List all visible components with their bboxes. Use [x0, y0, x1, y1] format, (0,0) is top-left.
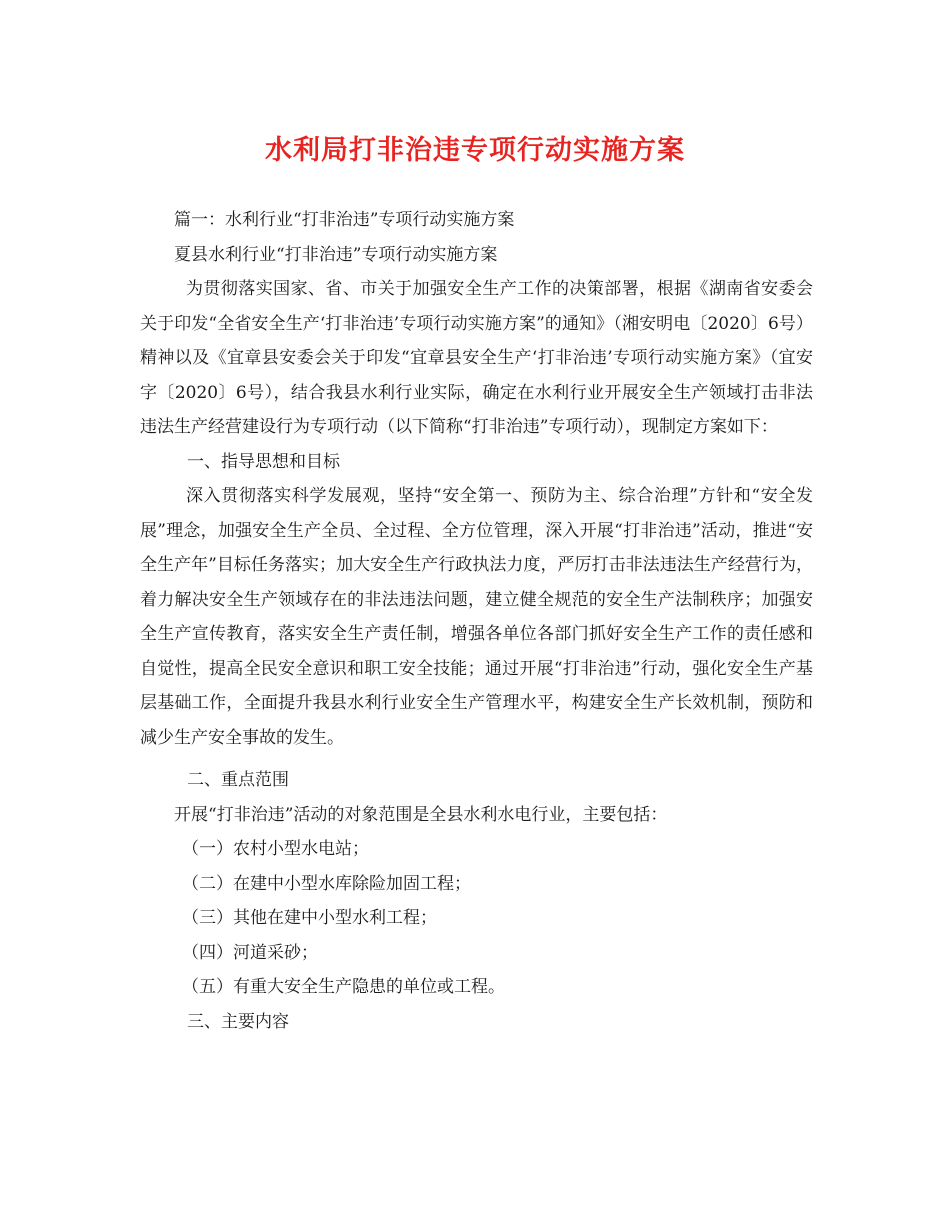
guiding-paragraph: 深入贯彻落实科学发展观，坚持“安全第一、预防为主、综合治理”方针和“安全发展”理念，加强安全生产全员、全过程、全方位管理，深入开展“打非治违”活动，推进“安全生产年”目标任务落实；加大安全生产行政执法力度，严厉打击非法违法生产经营行为，着力解决安全生产领域存在的非法违法问题，建立健全规范的安全生产法制秩序；加强安全生产宣传教育，落实安全生产责任制，增强各单位各部门抓好安全生产工作的责任感和自觉性，提高全民安全意识和职工安全技能；通过开展“打非治违”行动，强化安全生产基层基础工作，全面提升我县水利行业安全生产管理水平，构建安全生产长效机制，预防和减少生产安全事故的发生。	[140, 486, 813, 748]
scope-item-4: （四）河道采砂；	[182, 942, 318, 963]
section-heading-2: 二、重点范围	[187, 770, 289, 790]
scope-item-2: （二）在建中小型水库除险加固工程；	[182, 873, 471, 894]
section-heading-3: 三、主要内容	[187, 1011, 289, 1032]
chapter-heading: 篇一：水利行业“打非治违”专项行动实施方案	[174, 210, 515, 230]
scope-item-3: （三）其他在建中小型水利工程；	[182, 908, 437, 928]
scope-item-5: （五）有重大安全生产隐患的单位或工程。	[182, 977, 505, 997]
intro-paragraph: 为贯彻落实国家、省、市关于加强安全生产工作的决策部署，根据《湖南省安委会关于印发“全省安全生产‘打非治违’专项行动实施方案”的通知》（湘安明电〔2020〕6号）精神以及《宜章县安委会关于印发“宜章县安全生产‘打非治违’专项行动实施方案》（宜安字〔2020〕6号），结合我县水利行业实际，确定在水利行业开展安全生产领域打击非法违法生产经营建设行为专项行动（以下简称“打非治违”专项行动），现制定方案如下：	[140, 279, 813, 437]
document-body	[140, 203, 813, 1039]
scope-paragraph: 开展“打非治违”活动的对象范围是全县水利水电行业，主要包括：	[174, 804, 668, 825]
document-title: 水利局打非治违专项行动实施方案	[265, 135, 685, 166]
subtitle-line: 夏县水利行业“打非治违”专项行动实施方案	[174, 244, 498, 265]
section-heading-1: 一、指导思想和目标	[187, 451, 340, 472]
scope-item-1: （一）农村小型水电站；	[182, 839, 369, 859]
